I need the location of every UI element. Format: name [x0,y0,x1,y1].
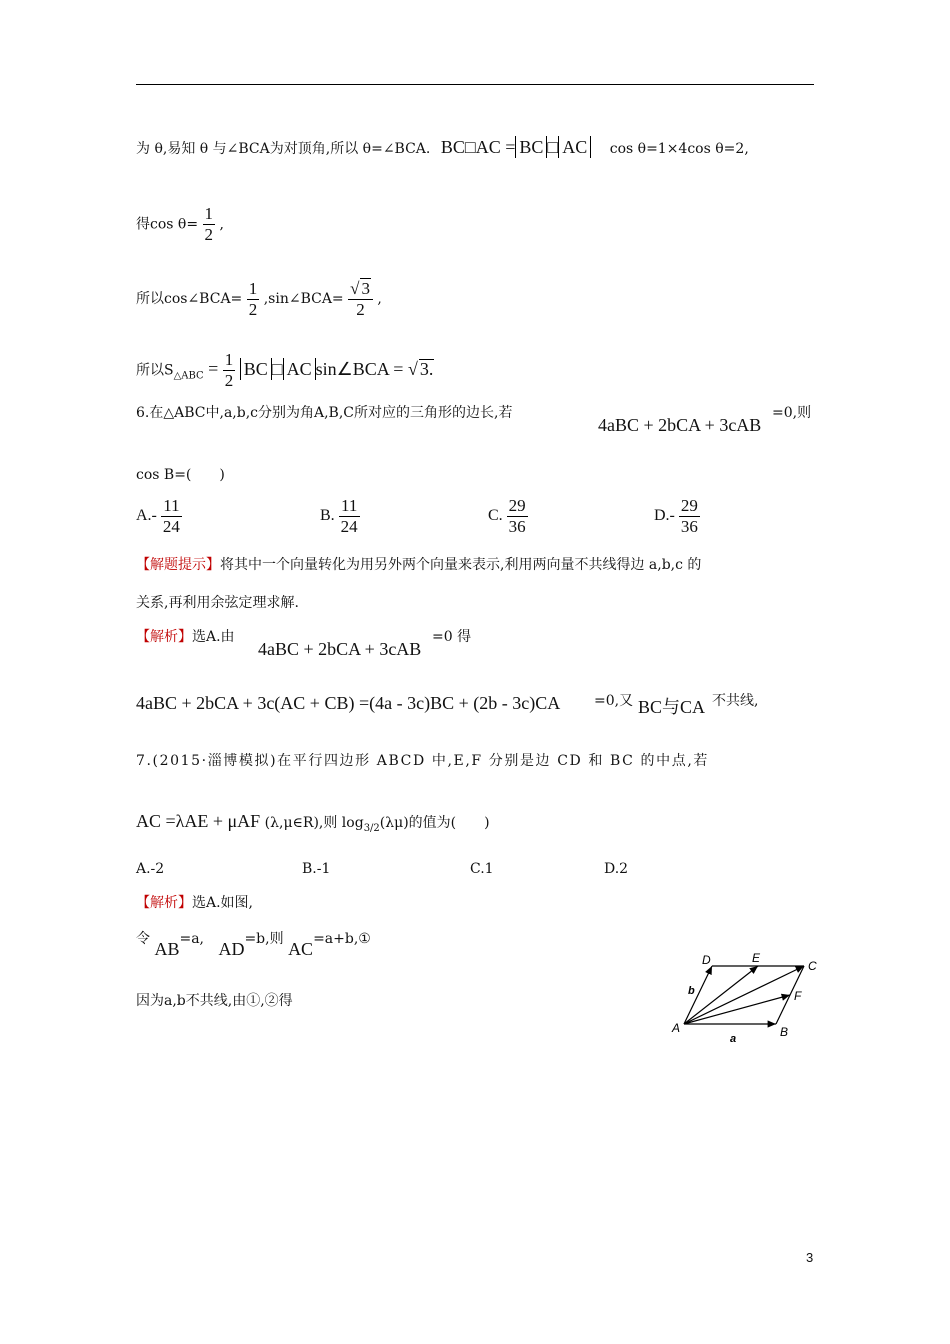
fig-label-f: F [794,989,802,1003]
q6-option-d: D.- $\frac{29}{36}$ [654,496,698,536]
fig-label-b-vec: b [688,985,695,997]
q7-stem: 7.(2015·淄博模拟)在平行四边形 ABCD 中,E,F 分别是边 CD 和 BC 的中点,若 [136,753,709,769]
q7-last-line: 因为a,b不共线,由①,②得 [136,993,293,1009]
fig-label-b: B [780,1025,789,1039]
q7-solution: 【解析】选A.如图, [136,895,254,911]
fig-label-d: D [702,953,711,967]
q6-option-a: A.- $\frac{11}{24}$ [136,496,180,536]
parallelogram-figure [668,950,828,1050]
q6-solution-line2-vec: BC与CA [638,697,706,717]
line-4: 所以$S_{\triangle ABC}$ = $\frac{1}{2}$ BC □ AC sin∠BCA = √ 3. [136,350,434,390]
q7-eq-line: AC =λAE + μAF (λ,μ∈R),则 $\log_{3/2}(\lambda\mu)$的值为( ) [136,811,490,834]
fig-label-a-vec: a [730,1033,737,1045]
q6-option-c: C. $\frac{29}{36}$ [488,496,526,536]
header-rule [136,84,814,85]
q7-option-c: C.1 [470,861,494,877]
q6-stem: 6.在△ABC中,a,b,c分别为角A,B,C所对应的三角形的边长,若 [136,405,513,421]
fig-label-c: C [808,959,817,973]
fig-label-e: E [752,951,761,965]
line-3: 所以cos∠BCA= $\frac{1}{2}$ ,sin∠BCA= $\frac{√ 3}{2}$ , [136,278,382,319]
q6-cosb: cos B=( ) [136,467,225,483]
q7-option-d: D.2 [604,861,629,877]
q6-solution-eq-end: =0 得 [432,629,472,645]
q7-option-b: B.-1 [302,861,331,877]
q6-solution: 【解析】选A.由 [136,629,235,645]
q6-vector-eq: 4aBC + 2bCA + 3cAB [598,415,762,435]
fig-label-a: A [672,1021,681,1035]
q6-solution-eq: 4aBC + 2bCA + 3cAB [258,639,422,659]
page-number: 3 [806,1250,814,1265]
line-2: 得cos θ= $\frac{1}{2}$ , [136,204,224,244]
q6-solution-line2: 4aBC + 2bCA + 3c(AC + CB) =(4a - 3c)BC + (2b - 3c)CA [136,693,561,713]
q6-hint: 【解题提示】将其中一个向量转化为用另外两个向量来表示,利用两向量不共线得边 a,b,c 的 [136,557,702,573]
q6-option-b: B. $\frac{11}{24}$ [320,496,358,536]
q7-option-a: A.-2 [136,861,165,877]
q7-ling-line: 令 AB=a, AD=b,则 AC=a+b,① [136,931,371,959]
q6-stem-end: =0,则 [772,405,812,421]
q6-solution-line2-b: =0,又 [594,693,634,709]
q6-hint-2: 关系,再利用余弦定理求解. [136,595,299,611]
q6-solution-line2-c: 不共线, [712,693,759,709]
line-1: 为 θ,易知 θ 与∠BCA为对顶角,所以 θ=∠BCA. BC□AC = BC □ AC cos θ=1×4cos θ=2, [136,137,749,157]
